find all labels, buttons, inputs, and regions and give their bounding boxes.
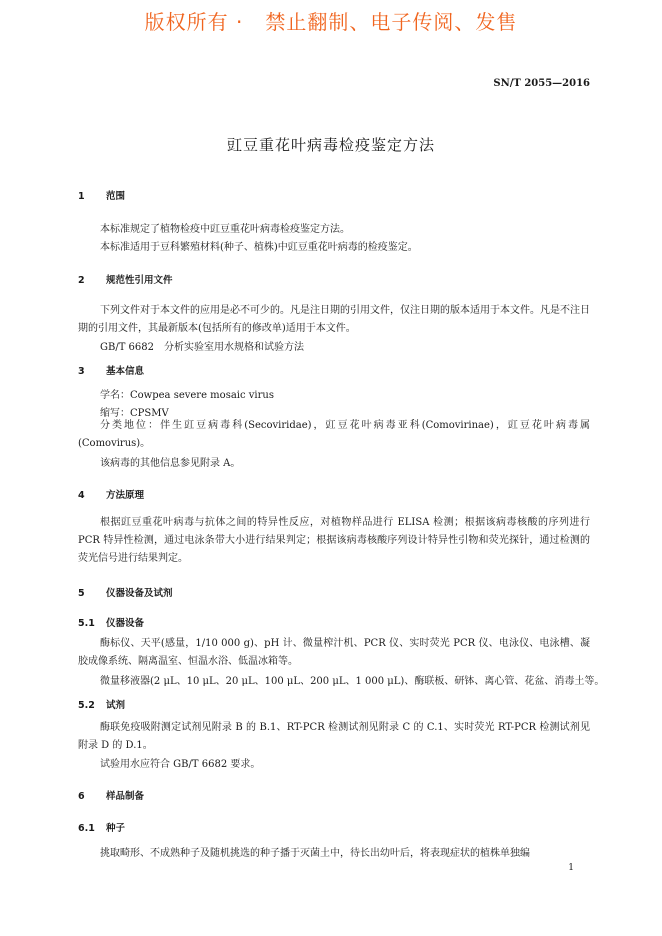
abbreviation: 缩写：CPSMV [100,408,169,419]
standard-code: SN/T 2055—2016 [493,78,590,89]
paragraph: 本标准适用于豆科繁殖材料(种子、植株)中豇豆重花叶病毒的检疫鉴定。 [100,242,418,253]
paragraph: 下列文件对于本文件的应用是必不可少的。凡是注日期的引用文件，仅注日期的版本适用于本文件。凡是不注日期的引用文件，其最新版本(包括所有的修改单)适用于本文件。 [78,305,590,334]
section-2-heading: 2 规范性引用文件 [78,275,173,286]
document-title: 豇豆重花叶病毒检疫鉴定方法 [226,136,435,154]
normative-reference: GB/T 6682 分析实验室用水规格和试验方法 [100,342,305,353]
section-3-heading: 3 基本信息 [78,366,145,377]
paragraph: 酶联免疫吸附测定试剂见附录 B 的 B.1、RT-PCR 检测试剂见附录 C 的 C.1、实时荧光 RT-PCR 检测试剂见附录 D 的 D.1。 [78,722,590,751]
section-5-2-heading: 5.2 试剂 [78,700,126,711]
copyright-watermark: 版权所有 · 禁止翻制、电子传阅、发售 [144,10,518,34]
section-5-heading: 5 仪器设备及试剂 [78,588,173,599]
paragraph: 试验用水应符合 GB/T 6682 要求。 [100,759,261,770]
section-6-1-heading: 6.1 种子 [78,823,126,834]
paragraph: 该病毒的其他信息参见附录 A。 [100,458,241,469]
section-4-heading: 4 方法原理 [78,490,145,501]
paragraph: 微量移液器(2 μL、10 μL、20 μL、100 μL、200 μL、1 000 μL)、酶联板、研钵、离心管、花盆、消毒土等。 [100,676,605,687]
paragraph: 根据豇豆重花叶病毒与抗体之间的特异性反应，对植物样品进行 ELISA 检测；根据该病毒核酸的序列进行 PCR 特异性检测，通过电泳条带大小进行结果判定；根据该病毒核酸序列设计特异性引物和荧光探针，通过检测的荧光信号进行结果判定。 [78,517,590,564]
section-5-1-heading: 5.1 仪器设备 [78,618,145,629]
page-number: 1 [568,863,574,873]
taxonomy-paragraph: 分类地位：伴生豇豆病毒科(Secoviridae)，豇豆花叶病毒亚科(Comovirinae)，豇豆花叶病毒属(Comovirus)。 [78,420,590,449]
scientific-name: 学名：Cowpea severe mosaic virus [100,390,274,401]
section-6-heading: 6 样品制备 [78,791,145,802]
section-1-heading: 1 范围 [78,191,126,202]
paragraph: 本标准规定了植物检疫中豇豆重花叶病毒检疫鉴定方法。 [100,224,350,235]
paragraph: 挑取畸形、不成熟种子及随机挑选的种子播于灭菌土中，待长出幼叶后，将表现症状的植株单独编 [100,848,530,859]
paragraph: 酶标仪、天平(感量，1/10 000 g)、pH 计、微量榨汁机、PCR 仪、实时荧光 PCR 仪、电泳仪、电泳槽、凝胶成像系统、隔离温室、恒温水浴、低温冰箱等。 [78,638,590,667]
